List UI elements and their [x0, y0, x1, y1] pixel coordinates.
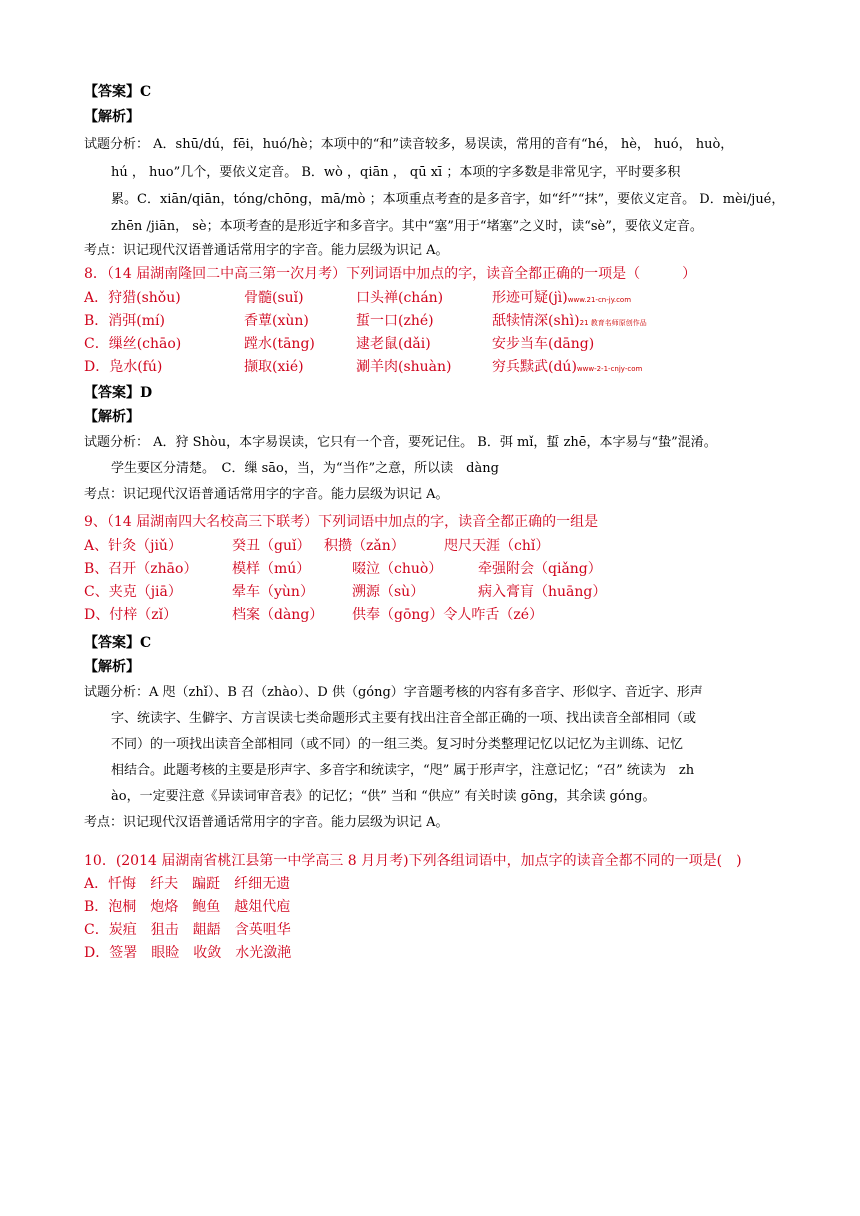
q8-c-word-3: 逮老鼠(dǎi): [356, 336, 431, 352]
q8-d-word-1: D．凫水(fú): [84, 359, 163, 375]
q8-d-watermark: www-2-1-cnjy-com: [576, 365, 643, 373]
q7-analysis-label: 【解析】: [84, 109, 140, 125]
q8-analysis-label: 【解析】: [84, 409, 140, 425]
q8-analysis-line-2: 学生要区分清楚。 C．缫 sāo，当，为“当作”之意，所以读 dàng: [111, 461, 499, 476]
q8-d-word-3: 涮羊肉(shuàn): [356, 359, 452, 375]
q8-a-word-1: A．狩猎(shǒu): [84, 290, 181, 306]
q8-d-word-4: 穷兵黩武(dú)www-2-1-cnjy-com: [492, 359, 643, 375]
q9-c-word-1: C、夹克（jiā）: [84, 584, 182, 600]
q8-answer: 【答案】D: [84, 385, 153, 401]
q7-analysis-line-2: hú ， huo”几个，要依义定音。 B．wò ，qiān ， qū xī ；本项的字多数是非常见字，平时要多积: [111, 165, 681, 180]
q9-b-word-1: B、召开（zhāo）: [84, 561, 198, 577]
q9-d-word-3: 供奉（gōng）令人咋舌（zé）: [352, 607, 544, 623]
q9-analysis-label: 【解析】: [84, 659, 140, 675]
q9-d-word-1: D、付梓（zǐ）: [84, 607, 178, 623]
q9-a-word-3: 积攒（zǎn）: [324, 538, 405, 554]
q8-a-word-2: 骨髓(suǐ): [244, 290, 304, 306]
q8-b-word-3: 蜇一口(zhé): [356, 313, 434, 329]
q10-title: 10．(2014 届湖南省桃江县第一中学高三 8 月月考)下列各组词语中，加点字的读音全都不同的一项是( ): [84, 853, 742, 869]
q8-title: 8．（14 届湖南隆回二中高三第一次月考）下列词语中加点的字，读音全都正确的一项是（ ）: [84, 266, 697, 282]
q9-analysis-line-3: 不同）的一项找出读音全部相同（或不同）的一组三类。复习时分类整理记忆以记忆为主训练、记忆: [111, 737, 684, 752]
q9-analysis-line-2: 字、统读字、生僻字、方言误读七类命题形式主要有找出注音全部正确的一项、找出读音全部相同（或: [111, 711, 697, 726]
q9-c-word-2: 晕车（yùn）: [232, 584, 314, 600]
q9-analysis-line-1: 试题分析：A 咫（zhǐ）、B 召（zhào）、D 供（góng）字音题考核的内容有多音字、形似字、音近字、形声: [84, 685, 703, 700]
q8-d-word-2: 撷取(xié): [244, 359, 304, 375]
q9-b-word-2: 模样（mú）: [232, 561, 311, 577]
q10-option-d: D．签署 眼睑 收敛 水光潋滟: [84, 945, 292, 961]
q9-analysis-line-4: 相结合。此题考核的主要是形声字、多音字和统读字，“咫” 属于形声字，注意记忆；“召” 统读为 zh: [111, 763, 695, 778]
q9-kaodian: 考点：识记现代汉语普通话常用字的字音。能力层级为识记 A。: [84, 815, 449, 830]
q8-b-word-2: 香蕈(xùn): [244, 313, 309, 329]
q8-c-word-1: C．缫丝(chāo): [84, 336, 182, 352]
q8-b-watermark: 21 教育名师原创作品: [579, 319, 647, 327]
q8-b-word-1: B．消弭(mí): [84, 313, 165, 329]
q10-option-c: C．炭疽 狙击 龃龉 含英咀华: [84, 922, 291, 938]
q7-kaodian: 考点：识记现代汉语普通话常用字的字音。能力层级为识记 A。: [84, 243, 449, 258]
q9-analysis-line-5: ào，一定要注意《异读词审音表》的记忆；“供” 当和 “供应” 有关时读 gōng，其余读 góng。: [111, 789, 656, 804]
q7-analysis-line-4: zhēn /jiān， sè；本项考查的是形近字和多音字。其中“塞”用于“堵塞”之义时，读“sè”，要依义定音。: [111, 219, 703, 234]
q8-kaodian: 考点：识记现代汉语普通话常用字的字音。能力层级为识记 A。: [84, 487, 449, 502]
q9-a-word-4: 咫尺天涯（chǐ）: [444, 538, 550, 554]
q9-b-word-4: 牵强附会（qiǎng）: [478, 561, 602, 577]
q7-analysis-line-3: 累。C．xiān/qiān，tóng/chōng，mā/mò ；本项重点考查的是多音字，如“纤”“抹”，要依义定音。 D．mèi/jué，: [111, 192, 785, 207]
q8-c-word-4: 安步当车(dāng): [492, 336, 595, 352]
q7-analysis-line-1: 试题分析： A．shū/dú，fēi，huó/hè；本项中的“和”读音较多，易误读，常用的音有“hé， hè， huó， huò，: [84, 137, 734, 152]
q9-d-word-2: 档案（dàng）: [232, 607, 324, 623]
q9-c-word-3: 溯源（sù）: [352, 584, 425, 600]
q9-a-word-1: A、针灸（jiǔ）: [84, 538, 182, 554]
q9-b-word-3: 啜泣（chuò）: [352, 561, 443, 577]
q10-option-b: B．泡桐 炮烙 鲍鱼 越俎代庖: [84, 899, 291, 915]
q9-c-word-4: 病入膏肓（huāng）: [478, 584, 607, 600]
q8-a-word-3: 口头禅(chán): [356, 290, 444, 306]
q8-analysis-line-1: 试题分析： A．狩 Shòu，本字易误读，它只有一个音，要死记住。 B．弭 mǐ，蜇 zhē，本字易与“蛰”混淆。: [84, 435, 717, 450]
q9-title: 9、（14 届湖南四大名校高三下联考）下列词语中加点的字，读音全都正确的一组是: [84, 514, 599, 530]
q8-c-word-2: 蹚水(tāng): [244, 336, 315, 352]
q9-answer: 【答案】C: [84, 635, 152, 651]
q7-answer: 【答案】C: [84, 84, 152, 100]
q9-a-word-2: 癸丑（guǐ）: [232, 538, 311, 554]
q8-a-watermark: www.21-cn-jy.com: [567, 296, 632, 304]
q8-b-word-4: 舐犊情深(shì)21 教育名师原创作品: [492, 313, 647, 329]
q10-option-a: A．忏悔 纤夫 蹁跹 纤细无遗: [84, 876, 291, 892]
q8-a-word-4: 形迹可疑(jì)www.21-cn-jy.com: [492, 290, 632, 306]
